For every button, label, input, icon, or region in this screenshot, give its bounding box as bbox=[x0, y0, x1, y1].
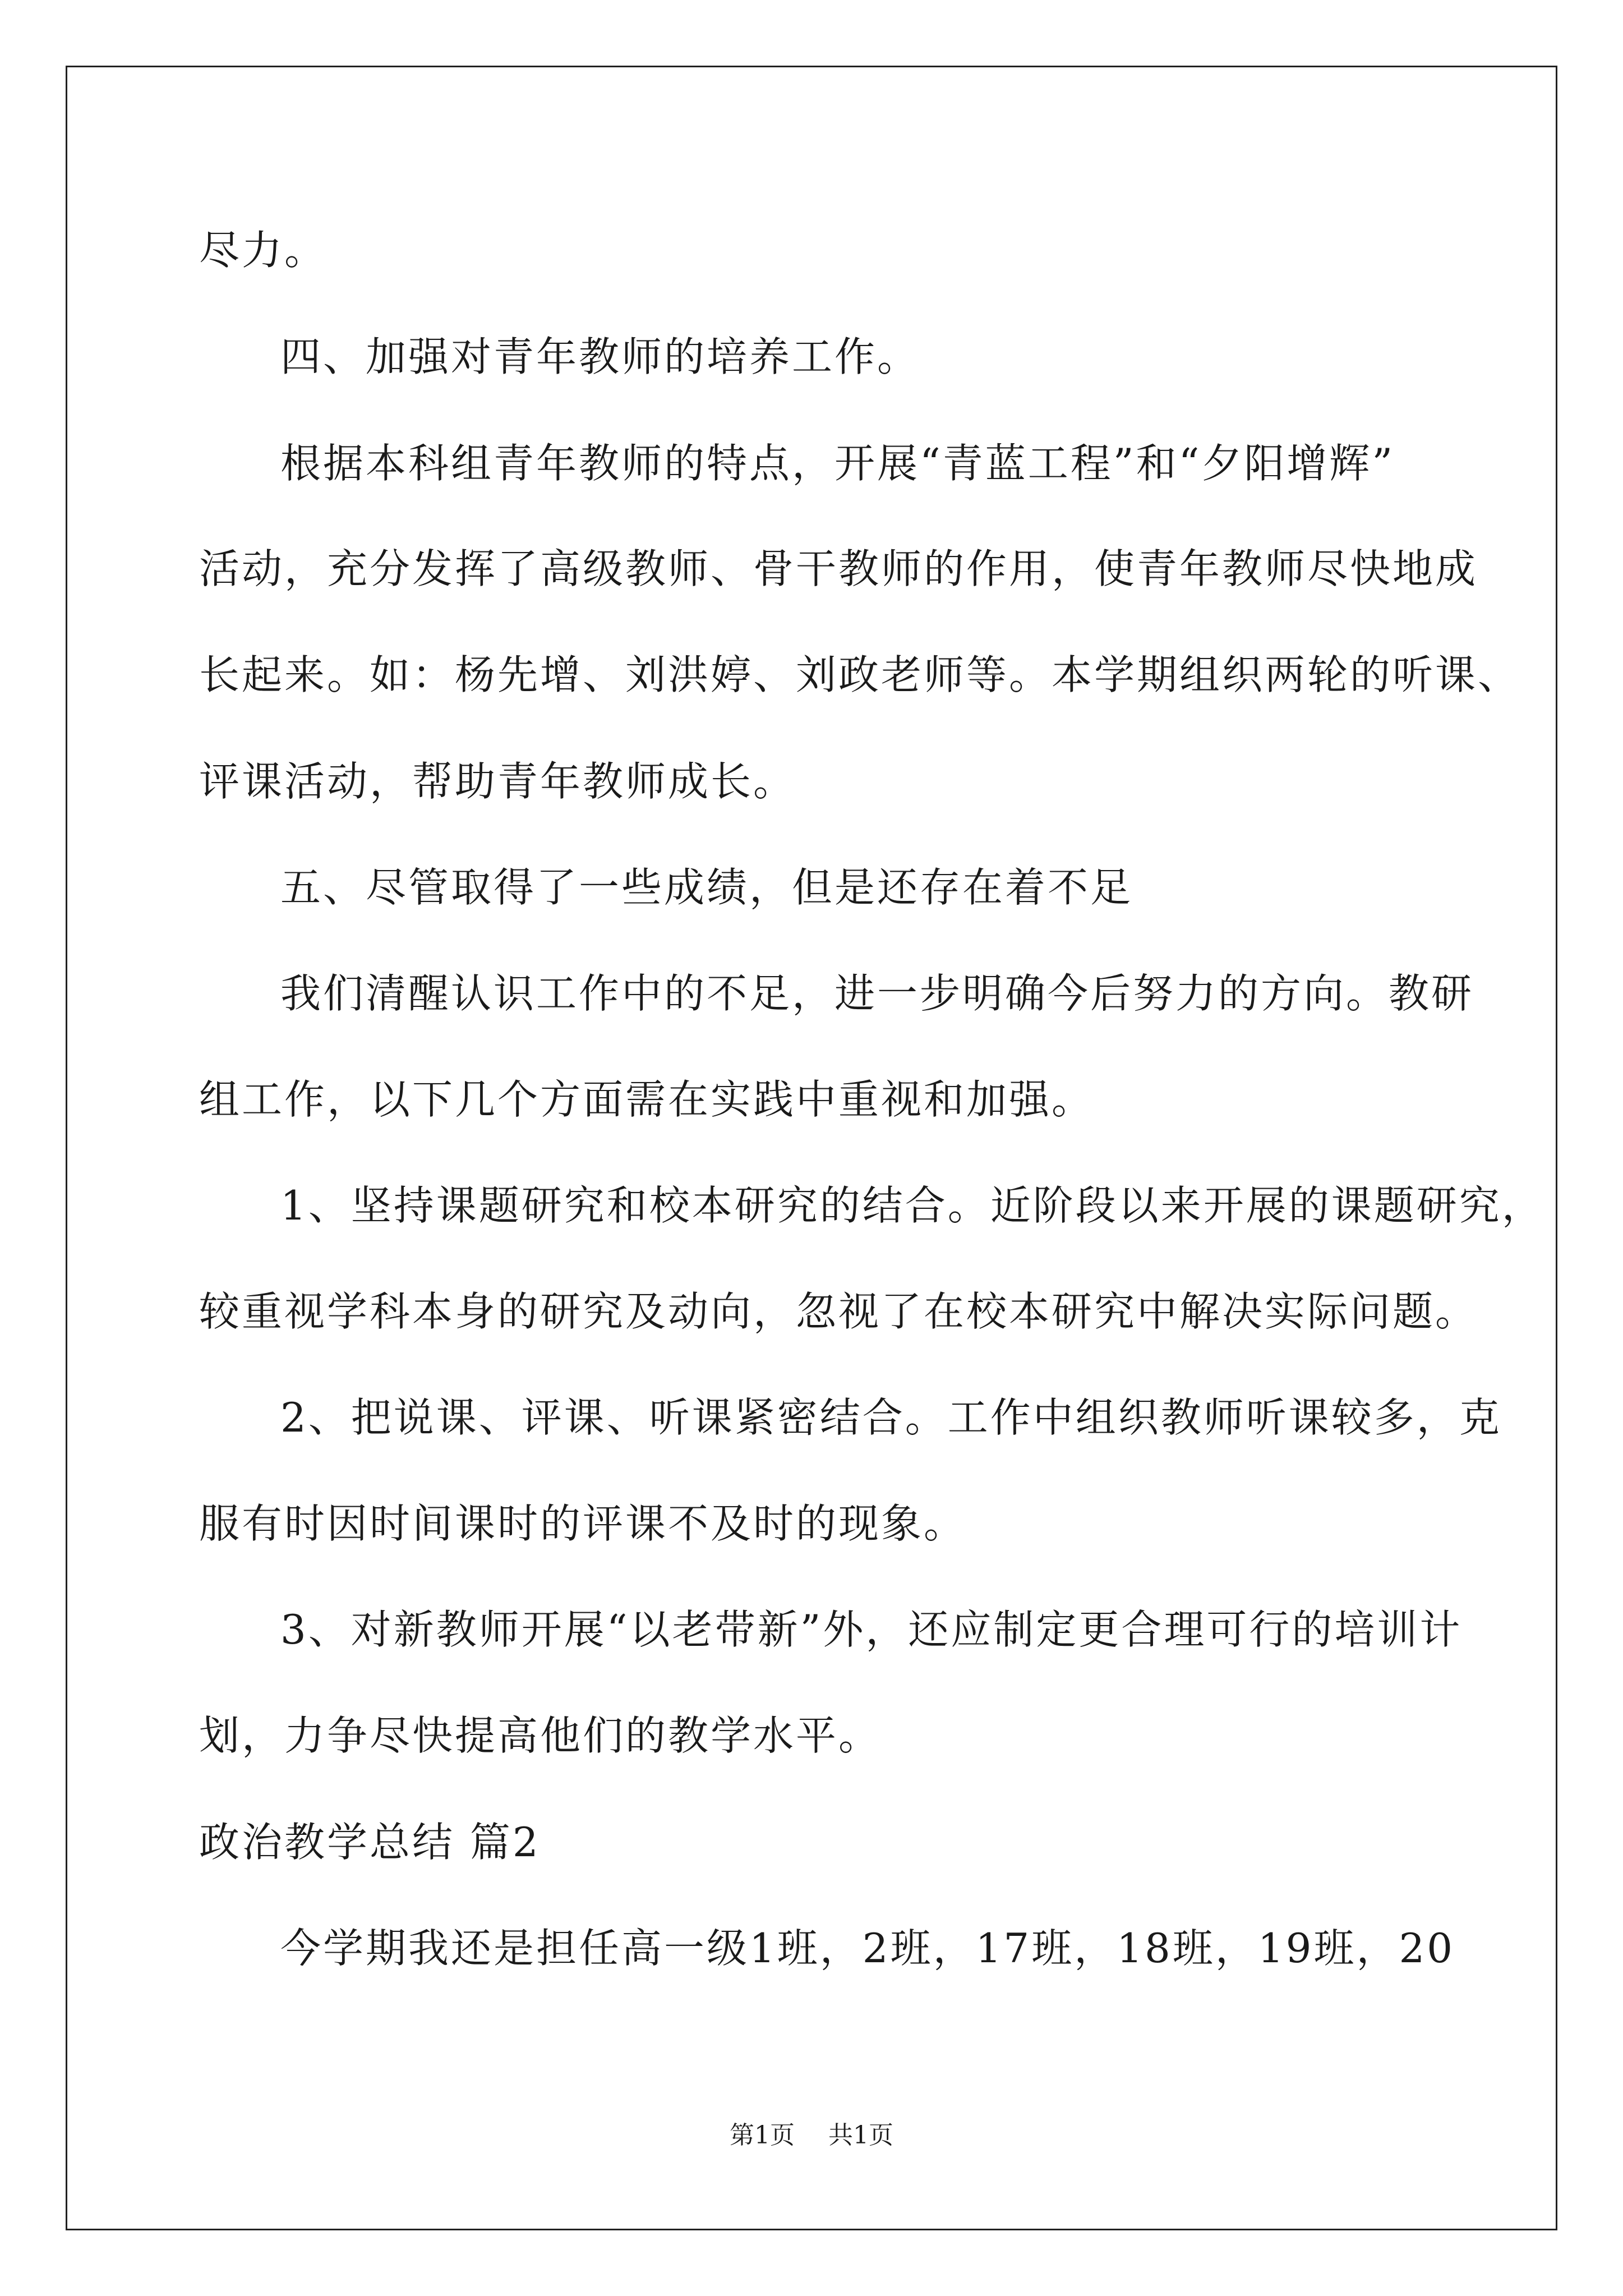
text-line-17: 今学期我还是担任高一级1班，2班，17班，18班，19班，20 bbox=[280, 1925, 1455, 1972]
text-line-13: 服有时因时间课时的评课不及时的现象。 bbox=[199, 1500, 967, 1547]
text-line-10: 1、坚持课题研究和校本研究的结合。近阶段以来开展的课题研究， bbox=[280, 1182, 1544, 1229]
text-line-6: 评课活动，帮助青年教师成长。 bbox=[199, 758, 796, 805]
page-frame bbox=[66, 66, 1557, 2230]
text-line-15: 划，力争尽快提高他们的教学水平。 bbox=[199, 1712, 882, 1759]
text-line-5: 长起来。如：杨先增、刘洪婷、刘政老师等。本学期组织两轮的听课、 bbox=[199, 651, 1521, 698]
page-total: 共1页 bbox=[828, 2121, 893, 2150]
text-line-4: 活动，充分发挥了高级教师、骨干教师的作用，使青年教师尽快地成 bbox=[199, 545, 1478, 592]
text-line-8: 我们清醒认识工作中的不足，进一步明确今后努力的方向。教研 bbox=[280, 970, 1474, 1017]
text-line-1: 尽力。 bbox=[199, 227, 328, 274]
text-line-3: 根据本科组青年教师的特点，开展“青蓝工程”和“夕阳增辉” bbox=[280, 440, 1395, 487]
text-line-9: 组工作，以下几个方面需在实践中重视和加强。 bbox=[199, 1076, 1095, 1123]
text-line-12: 2、把说课、评课、听课紧密结合。工作中组织教师听课较多，克 bbox=[280, 1394, 1502, 1441]
page-footer bbox=[0, 2123, 1623, 2148]
page-number: 第1页 bbox=[730, 2121, 795, 2150]
text-line-7: 五、尽管取得了一些成绩，但是还存在着不足 bbox=[280, 864, 1133, 911]
text-line-11: 较重视学科本身的研究及动向，忽视了在校本研究中解决实际问题。 bbox=[199, 1288, 1478, 1335]
section-heading: 政治教学总结 篇2 bbox=[199, 1819, 541, 1866]
text-line-14: 3、对新教师开展“以老带新”外，还应制定更合理可行的培训计 bbox=[280, 1606, 1463, 1653]
text-line-2: 四、加强对青年教师的培养工作。 bbox=[280, 333, 920, 380]
